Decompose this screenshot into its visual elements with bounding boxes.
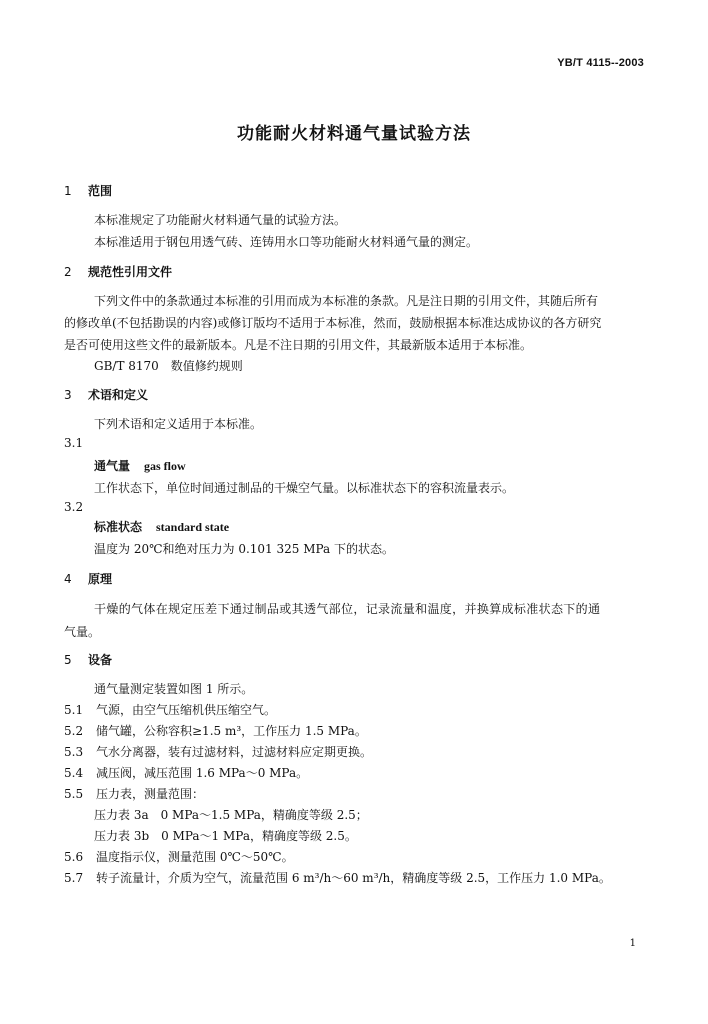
item-text: 减压阀，减压范围 1.6 MPa～0 MPa。 bbox=[96, 766, 309, 780]
list-item bbox=[64, 869, 611, 886]
normative-reference: GB/T 8170 数值修约规则 bbox=[94, 359, 243, 373]
term-cn: 标准状态 bbox=[94, 520, 143, 534]
term-en: gas flow bbox=[144, 459, 186, 473]
item-text: 转子流量计，介质为空气，流量范围 6 m³/h～60 m³/h，精确度等级 2.5，工作压力 1.0 MPa。 bbox=[96, 871, 611, 885]
item-number: 5.1 bbox=[64, 703, 84, 717]
paragraph-line: 的修改单(不包括勘误的内容)或修订版均不适用于本标准，然而，鼓励根据本标准达成协议的各方研究 bbox=[64, 316, 602, 330]
term-heading bbox=[94, 457, 186, 474]
list-item bbox=[64, 785, 204, 802]
list-item bbox=[64, 743, 372, 760]
paragraph-line: 下列文件中的条款通过本标准的引用而成为本标准的条款。凡是注日期的引用文件，其随后所有 bbox=[94, 294, 599, 308]
sub-item: 压力表 3a 0 MPa～1.5 MPa，精确度等级 2.5； bbox=[94, 808, 368, 822]
section-number: 4 bbox=[64, 572, 72, 586]
list-item bbox=[64, 848, 294, 865]
list-item bbox=[64, 722, 367, 739]
section-2-heading bbox=[64, 263, 172, 280]
section-4-heading bbox=[64, 570, 112, 587]
section-title: 规范性引用文件 bbox=[88, 265, 173, 279]
section-3-heading bbox=[64, 386, 148, 403]
paragraph: 通气量测定装置如图 1 所示。 bbox=[94, 682, 254, 696]
paragraph-line: 是否可使用这些文件的最新版本。凡是不注日期的引用文件，其最新版本适用于本标准。 bbox=[64, 338, 533, 352]
sub-item: 压力表 3b 0 MPa～1 MPa，精确度等级 2.5。 bbox=[94, 829, 357, 843]
section-number: 3 bbox=[64, 388, 72, 402]
section-title: 设备 bbox=[88, 653, 113, 667]
item-number: 5.2 bbox=[64, 724, 84, 738]
section-number: 2 bbox=[64, 265, 72, 279]
paragraph-line: 干燥的气体在规定压差下通过制品或其透气部位，记录流量和温度，并换算成标准状态下的通 bbox=[94, 602, 601, 616]
item-text: 温度指示仪，测量范围 0℃～50℃。 bbox=[96, 850, 294, 864]
item-number: 5.5 bbox=[64, 787, 84, 801]
item-text: 气水分离器，装有过滤材料，过滤材料应定期更换。 bbox=[96, 745, 373, 759]
term-definition: 温度为 20℃和绝对压力为 0.101 325 MPa 下的状态。 bbox=[94, 542, 395, 556]
item-text: 压力表，测量范围： bbox=[96, 787, 205, 801]
list-item bbox=[64, 701, 276, 718]
item-text: 气源，由空气压缩机供压缩空气。 bbox=[96, 703, 277, 717]
item-text: 储气罐，公称容积≥1.5 m³，工作压力 1.5 MPa。 bbox=[96, 724, 367, 738]
paragraph: 本标准适用于钢包用透气砖、连铸用水口等功能耐火材料通气量的测定。 bbox=[94, 235, 479, 249]
paragraph-line: 气量。 bbox=[64, 625, 101, 639]
item-number: 5.7 bbox=[64, 871, 84, 885]
paragraph: 本标准规定了功能耐火材料通气量的试验方法。 bbox=[94, 213, 347, 227]
term-definition: 工作状态下，单位时间通过制品的干燥空气量。以标准状态下的容积流量表示。 bbox=[94, 481, 515, 495]
document-title: 功能耐火材料通气量试验方法 bbox=[237, 124, 471, 144]
term-number: 3.2 bbox=[64, 500, 84, 514]
section-title: 原理 bbox=[88, 572, 113, 586]
section-number: 5 bbox=[64, 653, 72, 667]
list-item bbox=[64, 764, 308, 781]
item-number: 5.3 bbox=[64, 745, 84, 759]
section-number: 1 bbox=[64, 184, 72, 198]
item-number: 5.4 bbox=[64, 766, 84, 780]
term-number: 3.1 bbox=[64, 436, 84, 450]
standard-number: YB/T 4115--2003 bbox=[557, 57, 644, 69]
section-title: 范围 bbox=[88, 184, 113, 198]
term-cn: 通气量 bbox=[94, 459, 131, 473]
item-number: 5.6 bbox=[64, 850, 84, 864]
section-title: 术语和定义 bbox=[88, 388, 149, 402]
term-en: standard state bbox=[156, 520, 230, 534]
paragraph: 下列术语和定义适用于本标准。 bbox=[94, 417, 263, 431]
section-1-heading bbox=[64, 182, 112, 199]
page-number: 1 bbox=[629, 938, 636, 949]
term-heading bbox=[94, 518, 229, 535]
section-5-heading bbox=[64, 651, 112, 668]
